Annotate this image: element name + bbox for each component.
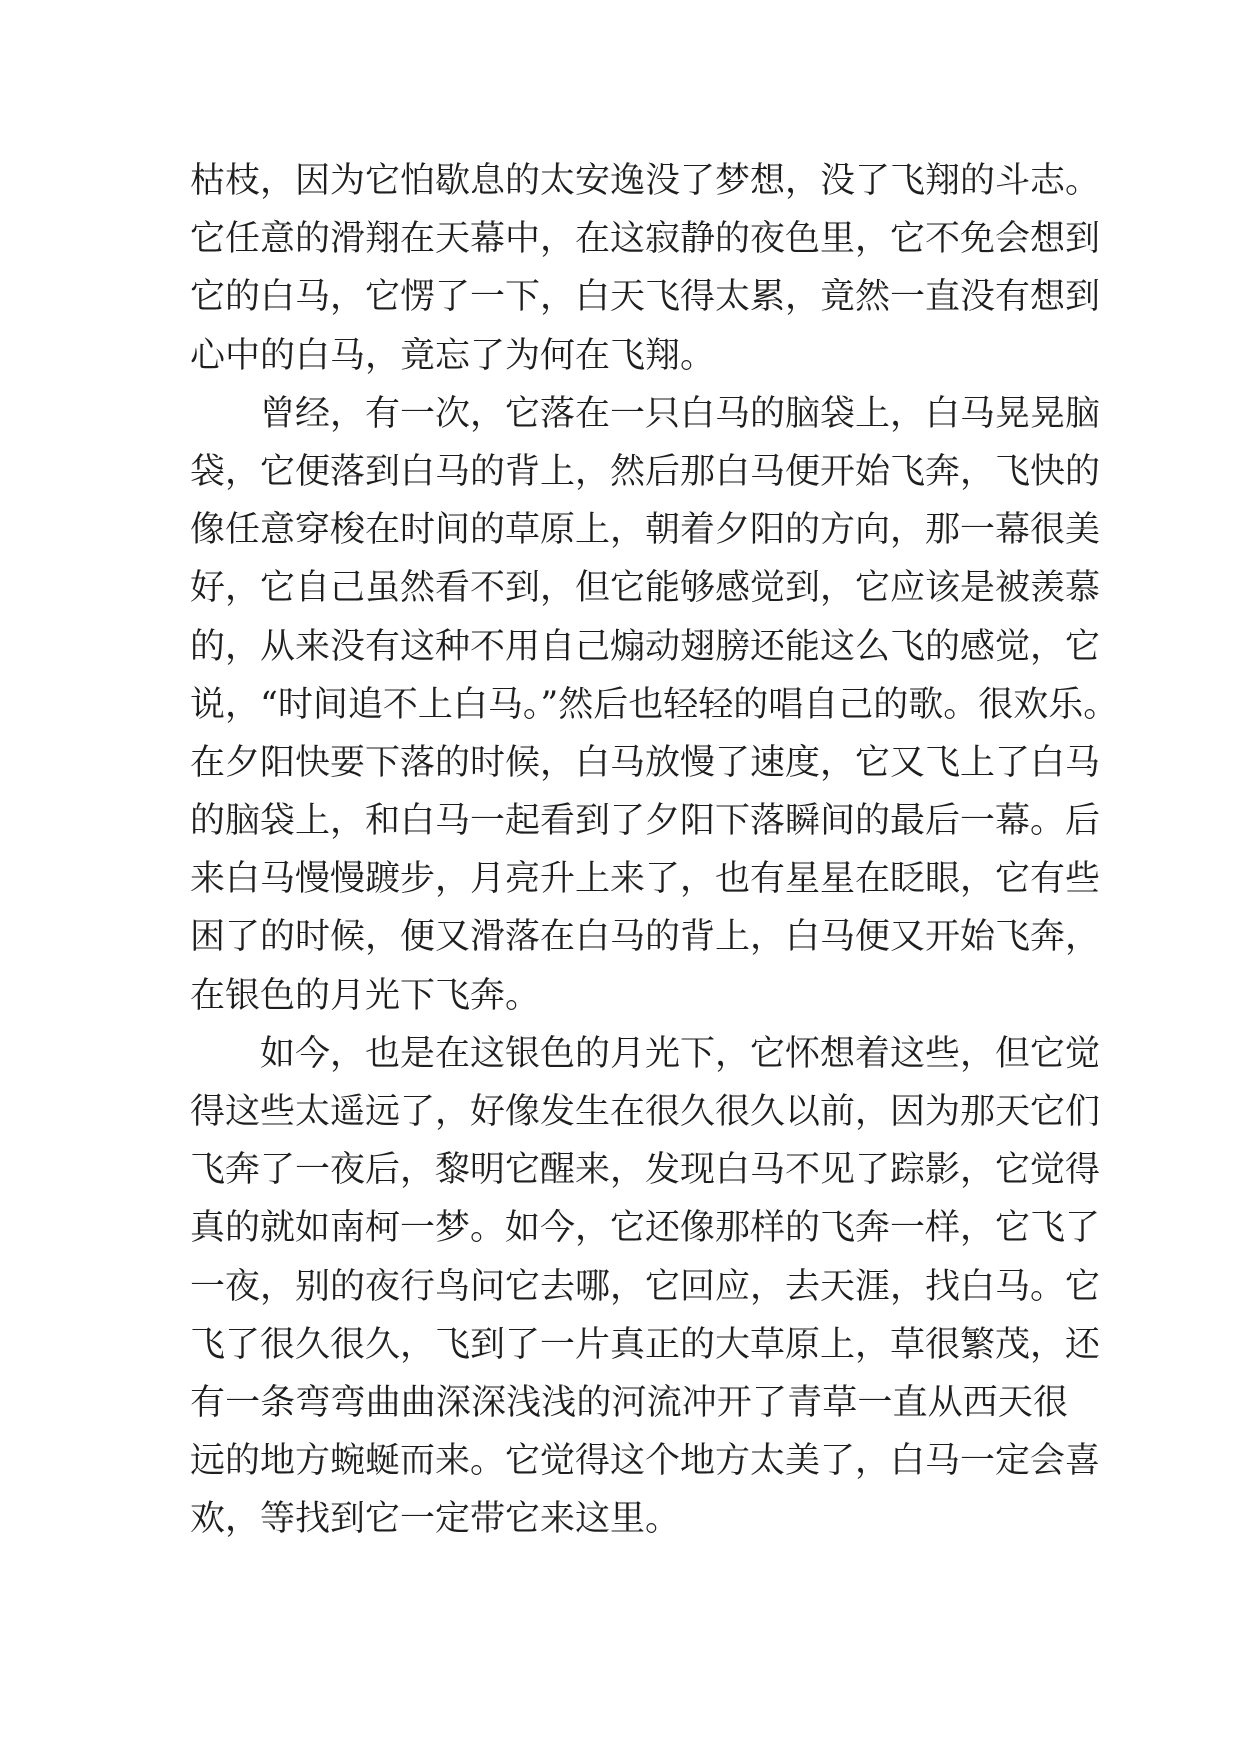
text-line: 的脑袋上，和白马一起看到了夕阳下落瞬间的最后一幕。后 xyxy=(190,801,1101,842)
text-line: 它任意的滑翔在天幕中，在这寂静的夜色里，它不免会想到 xyxy=(190,219,1101,260)
text-line: 袋，它便落到白马的背上，然后那白马便开始飞奔，飞快的 xyxy=(190,451,1101,492)
text-line: 的，从来没有这种不用自己煽动翅膀还能这么飞的感觉，它 xyxy=(190,626,1101,667)
text-line: 有一条弯弯曲曲深深浅浅的河流冲开了青草一直从西天很 xyxy=(190,1382,1068,1423)
text-line: 在银色的月光下飞奔。 xyxy=(190,975,541,1016)
text-line: 曾经，有一次，它落在一只白马的脑袋上，白马晃晃脑 xyxy=(260,393,1101,434)
text-line: 一夜，别的夜行鸟问它去哪，它回应，去天涯，找白马。它 xyxy=(190,1266,1101,1307)
text-line: 在夕阳快要下落的时候，白马放慢了速度，它又飞上了白马 xyxy=(190,742,1101,783)
paragraph-1 xyxy=(190,152,1101,385)
text-line: 枯枝，因为它怕歇息的太安逸没了梦想，没了飞翔的斗志。 xyxy=(190,161,1101,201)
text-line: 真的就如南柯一梦。如今，它还像那样的飞奔一样，它飞了 xyxy=(190,1208,1101,1249)
text-line: 它的白马，它愣了一下，白天飞得太累，竟然一直没有想到 xyxy=(190,277,1101,318)
text-line: 飞奔了一夜后，黎明它醒来，发现白马不见了踪影，它觉得 xyxy=(190,1150,1101,1191)
text-line: 困了的时候，便又滑落在白马的背上，白马便又开始飞奔， xyxy=(190,917,1101,958)
text-line: 好，它自己虽然看不到，但它能够感觉到，它应该是被羡慕 xyxy=(190,568,1101,609)
text-line: 来白马慢慢踱步，月亮升上来了，也有星星在眨眼，它有些 xyxy=(190,859,1101,900)
text-line: 远的地方蜿蜒而来。它觉得这个地方太美了，白马一定会喜 xyxy=(190,1441,1101,1482)
text-line: 心中的白马，竟忘了为何在飞翔。 xyxy=(190,335,716,376)
text-line: 说，“时间追不上白马。”然后也轻轻的唱自己的歌。很欢乐。 xyxy=(190,684,1119,725)
text-line: 得这些太遥远了，好像发生在很久很久以前，因为那天它们 xyxy=(190,1092,1101,1132)
text-line: 像任意穿梭在时间的草原上，朝着夕阳的方向，那一幕很美 xyxy=(190,510,1101,551)
paragraph-3 xyxy=(190,1025,1101,1549)
text-line: 欢，等找到它一定带它来这里。 xyxy=(190,1499,681,1540)
text-line: 飞了很久很久，飞到了一片真正的大草原上，草很繁茂，还 xyxy=(190,1324,1101,1365)
text-line: 如今，也是在这银色的月光下，它怀想着这些，但它觉 xyxy=(260,1033,1101,1074)
body-text xyxy=(190,152,1119,1549)
paragraph-2 xyxy=(190,385,1119,1025)
